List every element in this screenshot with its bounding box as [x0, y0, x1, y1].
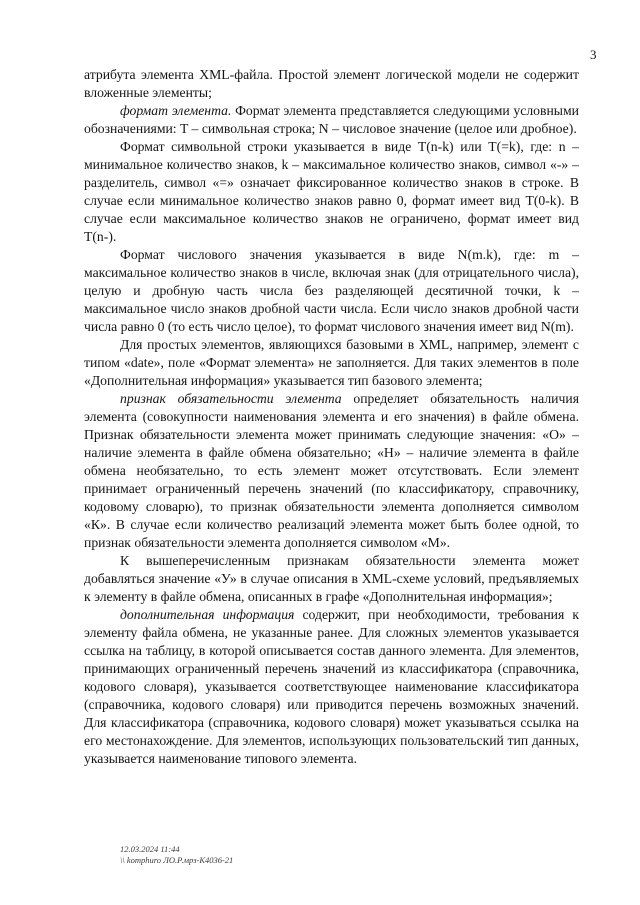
paragraph-text: Для простых элементов, являющихся базовыми в XML, например, элемент с типом «date», поле «Формат элемента» не заполняется. Для таких элементов в поле «Дополнительная информация» указывается тип базового элемента;: [84, 337, 579, 388]
paragraph-string-format: [84, 138, 579, 246]
paragraph-text: содержит, при необходимости, требования к элементу файла обмена, не указанные ранее. Для сложных элементов указывается ссылка на таблицу, в которой описывается состав данного элемента. Для элементов, принимающих ограниченный перечень значений из классификатора (справочника, кодового словаря), указывается соответствующее наименование классификатора (справочника, кодового словаря) или приводится перечень возможных значений. Для классификатора (справочника, кодового словаря) может указываться ссылка на его местонахождение. Для элементов, использующих пользовательский тип данных, указывается наименование типового элемента.: [84, 607, 579, 766]
term-required-flag: признак обязательности элемента: [120, 391, 342, 406]
paragraph-text: Формат элемента представляется следующими условными обозначениями: T – символьная строка; N – числовое значение (целое или дробное).: [84, 103, 579, 136]
page-number: 3: [590, 47, 597, 62]
term-additional-info: дополнительная информация: [120, 607, 295, 622]
footer-stamp: [120, 844, 233, 866]
paragraph-continuation: [84, 66, 579, 102]
term-element-format: формат элемента.: [120, 103, 232, 118]
paragraph-text: К вышеперечисленным признакам обязательности элемента может добавляться значение «У» в случае описания в XML-схеме условий, предъявляемых к элементу в файле обмена, описанных в графе «Дополнительная информация»;: [84, 553, 579, 604]
paragraph-element-format: [84, 102, 579, 138]
paragraph-number-format: [84, 246, 579, 336]
paragraph-text: Формат числового значения указывается в виде N(m.k), где: m – максимальное количество знаков в числе, включая знак (для отрицательного числа), целую и дробную часть числа без разделяющей десятичной точки, k – максимальное число знаков дробной части числа. Если число знаков дробной части числа равно 0 (то есть число целое), то формат числового значения имеет вид N(m).: [84, 247, 579, 334]
paragraph-conditional-flag: [84, 552, 579, 606]
document-body: [84, 66, 579, 768]
paragraph-additional-info: [84, 606, 579, 768]
footer-timestamp: 12.03.2024 11:44: [120, 844, 180, 854]
paragraph-required-flag: [84, 390, 579, 552]
paragraph-text: Формат символьной строки указывается в виде T(n-k) или T(=k), где: n – минимальное количество знаков, k – максимальное количество знаков, символ «-» – разделитель, символ «=» означает фиксированное количество знаков в строке. В случае если минимальное количество знаков равно 0, формат имеет вид T(0-k). В случае если максимальное количество знаков не ограничено, формат имеет вид T(n-).: [84, 139, 579, 244]
footer-file-path: \\ komphuro ЛО.Р.мрз-К4036-21: [120, 855, 234, 865]
paragraph-text: атрибута элемента XML-файла. Простой элемент логической модели не содержит вложенные элементы;: [84, 67, 579, 100]
paragraph-simple-elements: [84, 336, 579, 390]
paragraph-text: определяет обязательность наличия элемента (совокупности наименования элемента и его значения) в файле обмена. Признак обязательности элемента может принимать следующие значения: «О» – наличие элемента в файле обмена обязательно; «Н» – наличие элемента в файле обмена необязательно, то есть элемент может отсутствовать. Если элемент принимает ограниченный перечень значений (по классификатору, справочнику, кодовому словарю), то признак обязательности элемента дополняется символом «К». В случае если количество реализаций элемента может быть более одной, то признак обязательности элемента дополняется символом «М».: [84, 391, 580, 550]
